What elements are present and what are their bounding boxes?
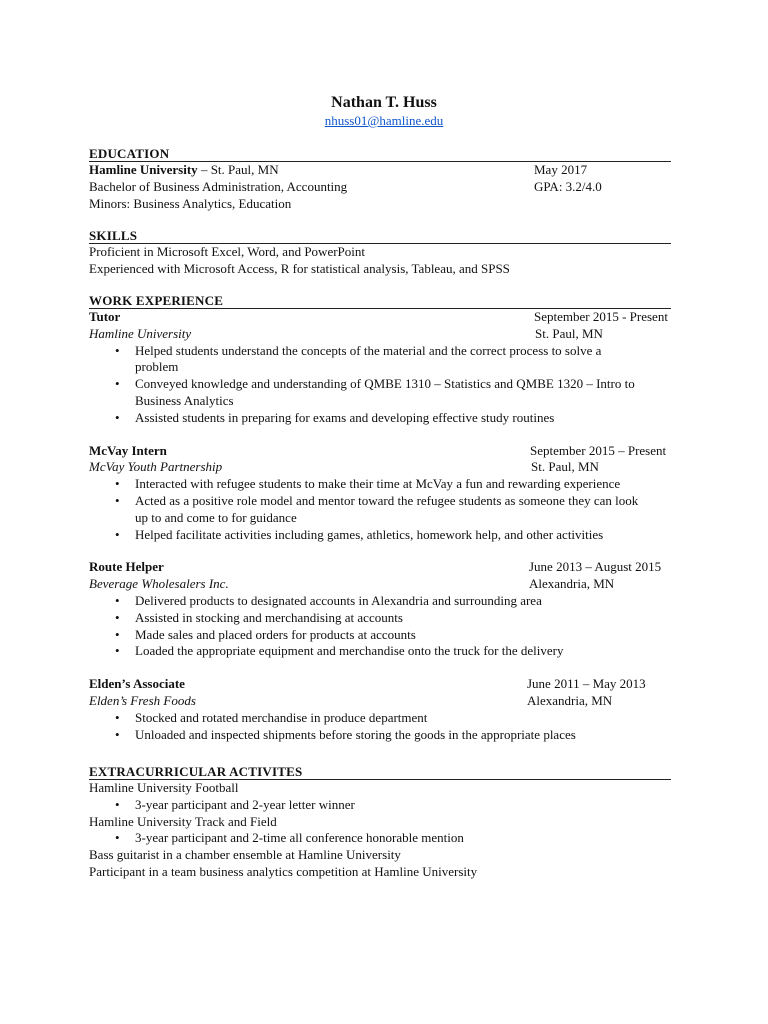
education-row — [89, 162, 671, 179]
job-org: McVay Youth Partnership — [89, 459, 223, 475]
education-section — [89, 146, 671, 212]
job-dates: June 2013 – August 2015 — [529, 559, 662, 575]
extracurricular-section — [89, 764, 671, 881]
list-item: • Helped facilitate activities including games, athletics, homework help, and other activities — [89, 527, 640, 544]
list-item: • Helped students understand the concepts of the material and the correct process to solve a problem — [89, 343, 640, 377]
list-item: • Interacted with refugee students to make their time at McVay a fun and rewarding experience — [89, 476, 640, 493]
email-link[interactable]: nhuss01@hamline.edu — [324, 113, 444, 128]
activity-item: Bass guitarist in a chamber ensemble at Hamline University — [89, 847, 401, 863]
job-bullets — [89, 593, 671, 660]
degree: Bachelor of Business Administration, Accounting — [89, 178, 348, 194]
job-org: Hamline University — [89, 325, 192, 341]
list-item: • 3-year participant and 2-year letter winner — [89, 797, 640, 814]
school-location: – St. Paul, MN — [197, 162, 279, 177]
job-entry — [89, 559, 671, 660]
job-place: Alexandria, MN — [527, 692, 613, 708]
activity-item: Hamline University Football — [89, 780, 239, 795]
school-name: Hamline University — [89, 162, 198, 177]
section-title: WORK EXPERIENCE — [89, 293, 671, 309]
job-entry — [89, 309, 671, 427]
job-entry — [89, 676, 671, 743]
job-dates: June 2011 – May 2013 — [527, 676, 646, 692]
list-item: • Delivered products to designated accounts in Alexandria and surrounding area — [89, 593, 640, 610]
activity-item: Hamline University Track and Field — [89, 813, 277, 829]
skill-line: Experienced with Microsoft Access, R for statistical analysis, Tableau, and SPSS — [89, 260, 510, 276]
job-place: St. Paul, MN — [535, 325, 603, 341]
activity-item: Participant in a team business analytics competition at Hamline University — [89, 863, 478, 879]
job-role: Elden’s Associate — [89, 676, 185, 692]
job-bullets — [89, 343, 671, 427]
list-item: • Unloaded and inspected shipments before storing the goods in the appropriate places — [89, 727, 640, 744]
list-item: • Assisted in stocking and merchandising at accounts — [89, 610, 640, 627]
job-org: Elden’s Fresh Foods — [89, 692, 196, 708]
job-dates: September 2015 – Present — [530, 442, 667, 458]
list-item: • 3-year participant and 2-time all conference honorable mention — [89, 830, 640, 847]
job-dates: September 2015 - Present — [534, 309, 668, 324]
list-item: • Made sales and placed orders for products at accounts — [89, 627, 640, 644]
job-role: McVay Intern — [89, 442, 167, 458]
list-item: • Acted as a positive role model and mentor toward the refugee students as someone they can look up to and come to for guidance — [89, 493, 640, 527]
minors: Minors: Business Analytics, Education — [89, 195, 292, 211]
section-title: EDUCATION — [89, 146, 671, 162]
skill-line: Proficient in Microsoft Excel, Word, and PowerPoint — [89, 244, 366, 259]
graduation-date: May 2017 — [534, 162, 588, 177]
job-bullets — [89, 710, 671, 744]
job-role: Tutor — [89, 309, 121, 324]
candidate-name: Nathan T. Huss — [331, 94, 437, 111]
job-bullets — [89, 476, 671, 543]
list-item: • Assisted students in preparing for exams and developing effective study routines — [89, 410, 640, 427]
work-section — [89, 293, 671, 743]
job-place: St. Paul, MN — [531, 459, 599, 475]
education-row — [89, 179, 671, 196]
section-title: SKILLS — [89, 228, 671, 244]
resume-header — [0, 93, 768, 129]
job-place: Alexandria, MN — [529, 576, 615, 592]
gpa: GPA: 3.2/4.0 — [534, 178, 602, 194]
job-role: Route Helper — [89, 559, 164, 575]
list-item: • Conveyed knowledge and understanding of QMBE 1310 – Statistics and QMBE 1320 – Intro to Business Analytics — [89, 376, 640, 410]
job-entry — [89, 443, 671, 544]
education-row — [89, 196, 671, 213]
list-item: • Loaded the appropriate equipment and merchandise onto the truck for the delivery — [89, 643, 640, 660]
section-title: EXTRACURRICULAR ACTIVITES — [89, 764, 671, 780]
job-org: Beverage Wholesalers Inc. — [89, 576, 229, 592]
skills-section — [89, 228, 671, 278]
list-item: • Stocked and rotated merchandise in produce department — [89, 710, 640, 727]
